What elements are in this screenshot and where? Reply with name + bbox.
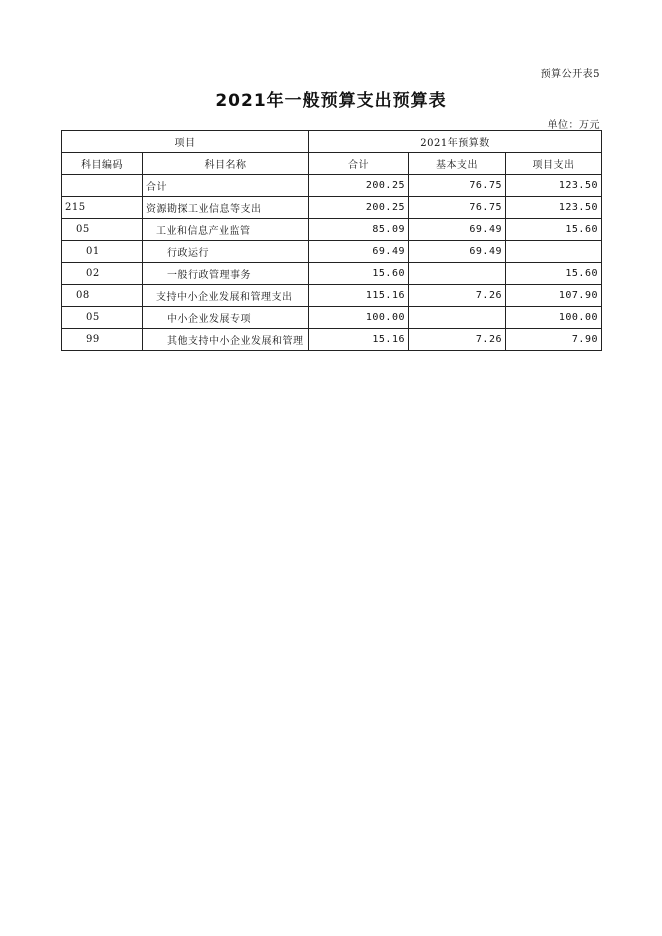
cell-name: 资源勘探工业信息等支出: [143, 197, 309, 219]
header-budget-group: 2021年预算数: [309, 131, 602, 153]
cell-total: 69.49: [309, 241, 409, 263]
cell-project: 123.50: [506, 175, 602, 197]
cell-code: 215: [62, 197, 143, 219]
header-project: 项目支出: [506, 153, 602, 175]
header-name: 科目名称: [143, 153, 309, 175]
cell-code: 08: [62, 285, 143, 307]
header-code: 科目编码: [62, 153, 143, 175]
table-row: [62, 263, 602, 285]
cell-project: 7.90: [506, 329, 602, 351]
cell-total: 15.16: [309, 329, 409, 351]
cell-project: 123.50: [506, 197, 602, 219]
form-number: 预算公开表5: [540, 69, 600, 80]
cell-total: 100.00: [309, 307, 409, 329]
page-title: 2021年一般预算支出预算表: [215, 91, 447, 111]
cell-basic: 76.75: [409, 175, 506, 197]
header-row-columns: [62, 153, 602, 175]
header-basic: 基本支出: [409, 153, 506, 175]
cell-name: 合计: [143, 175, 309, 197]
cell-basic: 69.49: [409, 241, 506, 263]
cell-name: 中小企业发展专项: [143, 307, 309, 329]
cell-project: 15.60: [506, 219, 602, 241]
cell-project: 107.90: [506, 285, 602, 307]
header-item: 项目: [62, 131, 309, 153]
cell-code: 05: [62, 307, 143, 329]
cell-code: 02: [62, 263, 143, 285]
cell-code: [62, 175, 143, 197]
cell-name: 一般行政管理事务: [143, 263, 309, 285]
cell-name: 工业和信息产业监管: [143, 219, 309, 241]
cell-code: 01: [62, 241, 143, 263]
cell-name: 支持中小企业发展和管理支出: [143, 285, 309, 307]
cell-total: 115.16: [309, 285, 409, 307]
table-row: [62, 329, 602, 351]
cell-project: 15.60: [506, 263, 602, 285]
cell-basic: [409, 263, 506, 285]
header-total: 合计: [309, 153, 409, 175]
table-row: [62, 197, 602, 219]
cell-basic: 7.26: [409, 285, 506, 307]
cell-total: 200.25: [309, 175, 409, 197]
cell-total: 15.60: [309, 263, 409, 285]
unit-label: 单位：万元: [547, 120, 600, 131]
cell-code: 99: [62, 329, 143, 351]
table-row: [62, 241, 602, 263]
cell-basic: 76.75: [409, 197, 506, 219]
cell-project: 100.00: [506, 307, 602, 329]
cell-basic: 7.26: [409, 329, 506, 351]
cell-name: 其他支持中小企业发展和管理: [143, 329, 309, 351]
cell-code: 05: [62, 219, 143, 241]
cell-project: [506, 241, 602, 263]
cell-basic: [409, 307, 506, 329]
cell-name: 行政运行: [143, 241, 309, 263]
table-row: [62, 175, 602, 197]
cell-total: 85.09: [309, 219, 409, 241]
table-row: [62, 285, 602, 307]
cell-total: 200.25: [309, 197, 409, 219]
cell-basic: 69.49: [409, 219, 506, 241]
budget-table: [61, 130, 602, 351]
table-row: [62, 307, 602, 329]
table-row: [62, 219, 602, 241]
header-row-group: [62, 131, 602, 153]
